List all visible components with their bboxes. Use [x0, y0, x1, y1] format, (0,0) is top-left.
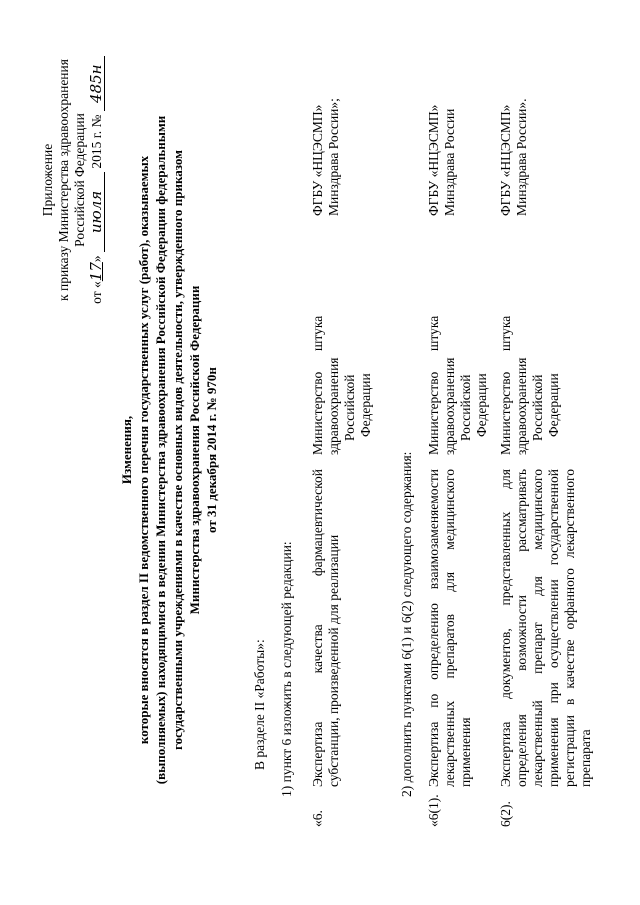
heading-line: от 31 декабря 2014 г. № 970н — [204, 367, 219, 533]
works-table-row-6-2 — [498, 46, 594, 827]
handwritten-day: 17 — [87, 262, 105, 282]
heading-line: (выполняемых) находящимися в ведении Министерства здравоохранения Российской Федерации федеральными — [153, 115, 168, 785]
row-number: 6(2). — [498, 801, 513, 827]
institution: ФГБУ «НЦЭСМП» Минздрава России». — [498, 98, 529, 216]
heading-line: Изменения, — [119, 415, 134, 485]
table-row — [310, 46, 374, 827]
institution: ФГБУ «НЦЭСМП» Минздрава России»; — [310, 98, 341, 216]
work-name: Экспертиза качества фармацевтической субстанции, произведенной для реализации — [310, 469, 341, 787]
authority: Министерство здравоохранения Российской Федерации — [426, 357, 489, 455]
appendix-line-1: к приказу Министерства здравоохранения — [56, 59, 71, 301]
handwritten-month: июля — [88, 172, 105, 252]
appendix-line-2: Российской Федерации — [72, 113, 87, 247]
heading-line: государственными учреждениями в качестве основных видов деятельности, утвержденного приказом — [170, 149, 185, 751]
appendix-date-line: от «17» июля 2015 г. № 485н — [88, 15, 105, 345]
appendix-title: Приложение — [40, 143, 55, 217]
heading-line: которые вносятся в раздел II ведомственного перечня государственных услуг (работ), оказываемых — [136, 155, 151, 745]
heading-line: Министерства здравоохранения Российской Федерации — [187, 285, 202, 615]
table-row — [426, 46, 490, 827]
appendix-header — [40, 15, 105, 345]
work-name: Экспертиза документов, представленных для определения возможности рассматривать лекарственный препарат для медицинского применения при осуществлении государственной регистрации в качестве орфанного лекарственного препарата — [498, 469, 593, 787]
works-table-row-6-1 — [426, 46, 490, 827]
institution: ФГБУ «НЦЭСМП» Минздрава России — [426, 104, 457, 216]
intro-text: В разделе II «Работы»: — [252, 639, 267, 770]
work-name: Экспертиза по определению взаимозаменяемости лекарственных препаратов для медицинского применения — [426, 469, 473, 787]
unit: штука — [426, 315, 441, 351]
table-row — [498, 46, 594, 827]
document-heading — [118, 50, 220, 850]
unit: штука — [310, 315, 325, 351]
handwritten-order-number: 485н — [88, 56, 105, 111]
authority: Министерство здравоохранения Российской Федерации — [310, 357, 373, 455]
works-table-row-6 — [310, 46, 374, 827]
point-2-text: 2) дополнить пунктами 6(1) и 6(2) следующего содержания: — [399, 451, 414, 797]
point-1-text: 1) пункт 6 изложить в следующей редакции: — [279, 541, 294, 797]
unit: штука — [498, 315, 513, 351]
authority: Министерство здравоохранения Российской Федерации — [498, 357, 561, 455]
row-number: «6(1). — [426, 794, 441, 827]
row-number: «6. — [310, 810, 325, 827]
